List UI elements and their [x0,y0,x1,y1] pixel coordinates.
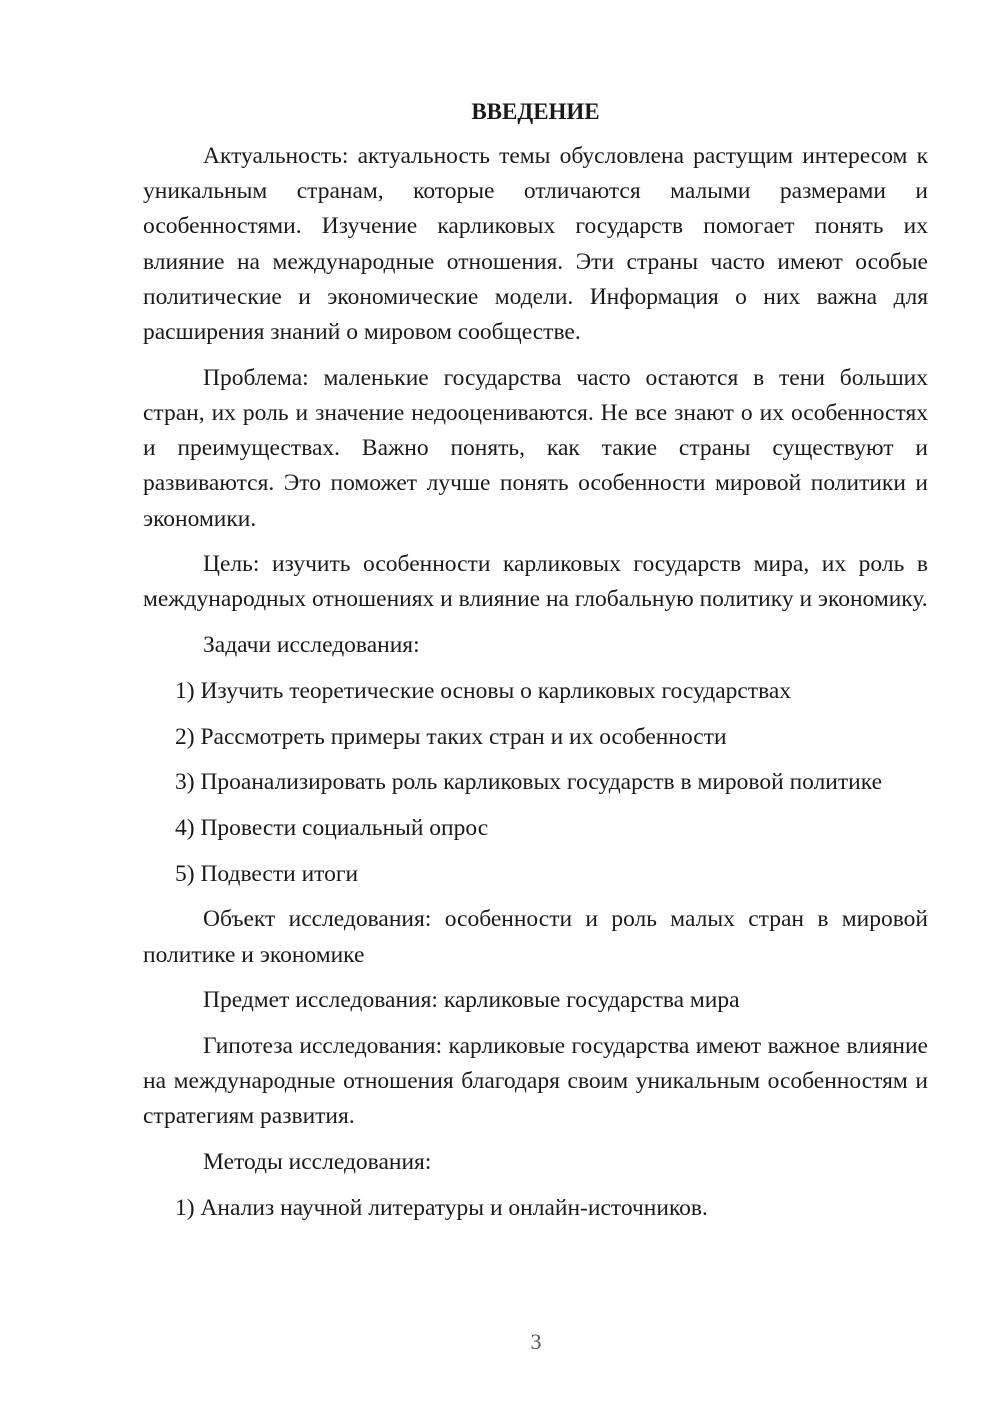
task-item: 3) Проанализировать роль карликовых государств в мировой политике [175,769,882,796]
problem-paragraph: Проблема: маленькие государства часто остаются в тени больших стран, их роль и значение недооцениваются. Не все знают о их особенностях и преимуществах. Важно понять, как такие страны существуют и развиваются. Это поможет лучше понять особенности мировой политики и экономики. [143,364,928,532]
page-content [143,94,928,1236]
method-item: 1) Анализ научной литературы и онлайн-источников. [175,1194,708,1221]
task-item: 4) Провести социальный опрос [175,814,489,841]
section-heading: ВВЕДЕНИЕ [471,99,600,124]
tasks-label: Задачи исследования: [203,632,420,659]
methods-label: Методы исследования: [203,1149,432,1176]
page-number: 3 [530,1329,542,1354]
subject-paragraph: Предмет исследования: карликовые государства мира [203,987,740,1014]
object-paragraph: Объект исследования: особенности и роль малых стран в мировой политике и экономике [143,906,928,968]
task-item: 1) Изучить теоретические основы о карликовых государствах [175,677,792,704]
relevance-paragraph: Актуальность: актуальность темы обусловлена растущим интересом к уникальным странам, которые отличаются малыми размерами и особенностями. Изучение карликовых государств помогает понять их влияние на международные отношения. Эти страны часто имеют особые политические и экономические модели. Информация о них важна для расширения знаний о мировом сообществе. [143,143,928,346]
task-item: 2) Рассмотреть примеры таких стран и их особенности [175,723,727,750]
goal-paragraph: Цель: изучить особенности карликовых государств мира, их роль в международных отношениях и влияние на глобальную политику и экономику. [143,551,928,613]
task-item: 5) Подвести итоги [175,860,359,887]
hypothesis-paragraph: Гипотеза исследования: карликовые государства имеют важное влияние на международные отношения благодаря своим уникальным особенностям и стратегиям развития. [143,1032,928,1130]
